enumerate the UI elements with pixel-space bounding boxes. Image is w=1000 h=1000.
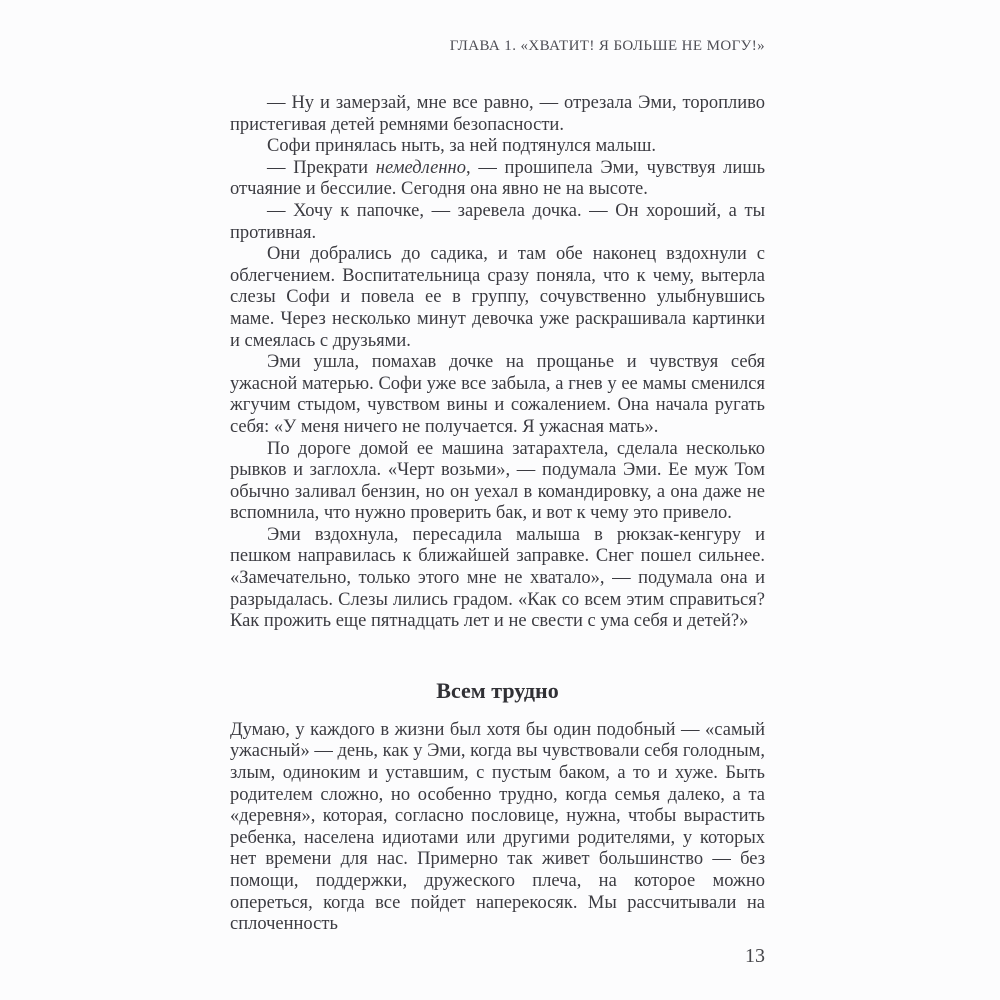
paragraph: Софи принялась ныть, за ней подтянулся малыш. [267, 136, 656, 157]
paragraph: — Хочу к папочке, — заревела дочка. — Он хороший, а ты противная. [230, 200, 765, 243]
page-number: 13 [745, 945, 765, 967]
paragraph: Эми вздохнула, пересадила малыша в рюкзак-кенгуру и пешком направилась к ближайшей заправке. Снег пошел сильнее. «Замечательно, только этого мне не хватало», — подумала она и разрыдалась. Слезы лились градом. «Как со всем этим справиться? Как прожить еще пятнадцать лет и не свести с ума себя и детей?» [230, 524, 765, 632]
text-block-after-heading [230, 720, 765, 936]
running-head: ГЛАВА 1. «ХВАТИТ! Я БОЛЬШЕ НЕ МОГУ!» [449, 38, 765, 54]
paragraph: По дороге домой ее машина затарахтела, сделала несколько рывков и заглохла. «Черт возьми», — подумала Эми. Ее муж Том обычно заливал бензин, но он уехал в командировку, а она даже не вспомнила, что нужно проверить бак, и вот к чему это привело. [230, 438, 765, 524]
paragraph: Думаю, у каждого в жизни был хотя бы один подобный — «самый ужасный» — день, как у Эми, когда вы чувствовали себя голодным, злым, одиноким и уставшим, с пустым баком, а то и хуже. Быть родителем сложно, но особенно трудно, когда семья далеко, а та «деревня», которая, согласно пословице, нужна, чтобы вырастить ребенка, населена идиотами или другими родителями, у которых нет времени для нас. Примерно так живет большинство — без помощи, поддержки, дружеского плеча, на которое можно опереться, когда все пойдет наперекосяк. Мы рассчитывали на сплоченность [230, 719, 765, 935]
text-column [230, 0, 765, 936]
paragraph: Эми ушла, помахав дочке на прощанье и чувствуя себя ужасной матерью. Софи уже все забыла, а гнев у ее мамы сменился жгучим стыдом, чувством вины и сожалением. Она начала ругать себя: «У меня ничего не получается. Я ужасная мать». [230, 352, 765, 437]
paragraph: — Прекрати немедленно, — прошипела Эми, чувствуя лишь отчаяние и бессилие. Сегодня она явно не на высоте. [230, 157, 766, 200]
section-heading: Всем трудно [436, 677, 559, 703]
paragraph: Они добрались до садика, и там обе наконец вздохнули с облегчением. Воспитательница сразу поняла, что к чему, вытерла слезы Софи и повела ее в группу, сочувственно улыбнувшись маме. Через несколько минут девочка уже раскрашивала картинки и смеялась с друзьями. [230, 244, 765, 351]
text-block-opening [230, 93, 765, 633]
paragraph: — Ну и замерзай, мне все равно, — отрезала Эми, торопливо пристегивая детей ремнями безопасности. [230, 93, 765, 135]
